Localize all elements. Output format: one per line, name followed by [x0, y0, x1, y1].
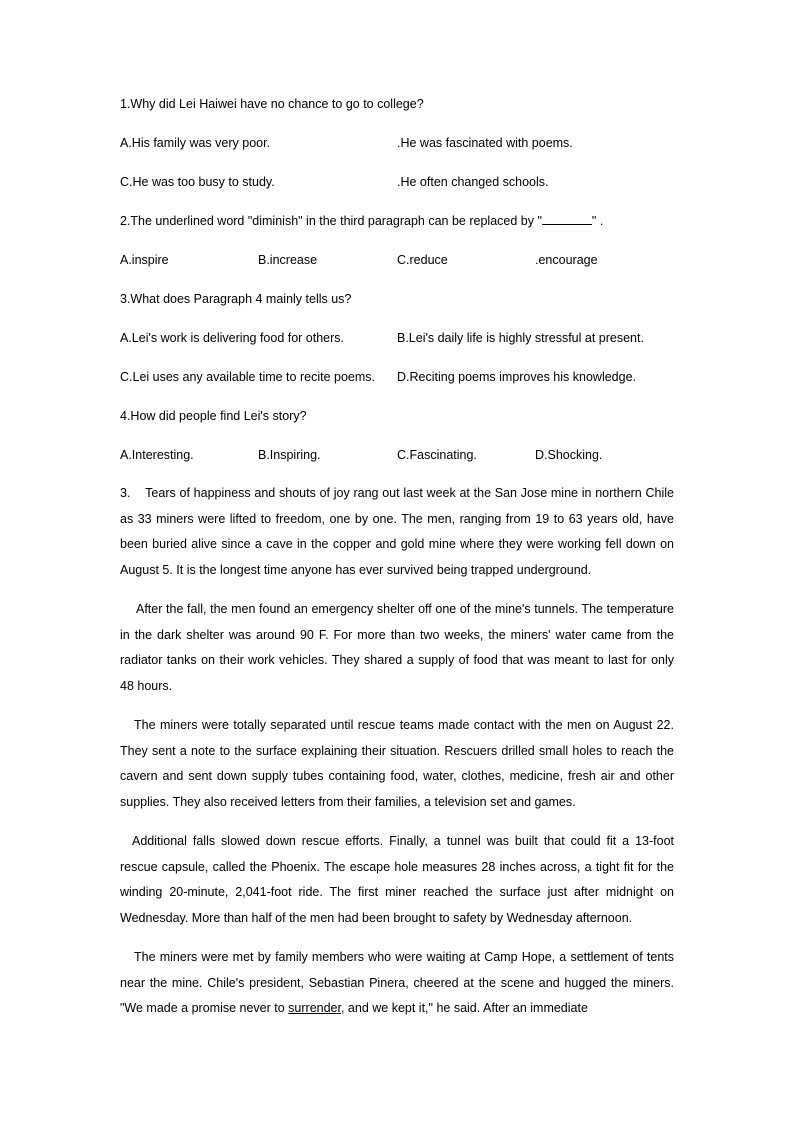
- paragraph-text-before: The miners were met by family members who were waiting at Camp Hope, a settlement of tents near the mine. Chile's president, Sebastian Pinera, cheered at the scene and hugged the miners. "We made a promise never to: [120, 950, 674, 1016]
- passage-paragraph-3: [120, 713, 674, 815]
- passage-paragraph-4: [120, 829, 674, 931]
- q1-option-b: .He was fascinated with poems.: [397, 136, 573, 150]
- paragraph-text: The miners were totally separated until rescue teams made contact with the men on August 22. They sent a note to the surface explaining their situation. Rescuers drilled small holes to reach the cavern and sent down supply tubes containing food, water, clothes, medicine, fresh air and other supplies. They also received letters from their families, a television set and games.: [120, 718, 674, 809]
- q1-option-a: A.His family was very poor.: [120, 136, 271, 150]
- q4-option-b: B.Inspiring.: [258, 448, 321, 462]
- q1-option-c: C.He was too busy to study.: [120, 175, 275, 189]
- paragraph-text: 3. Tears of happiness and shouts of joy rang out last week at the San Jose mine in northern Chile as 33 miners were lifted to freedom, one by one. The men, ranging from 19 to 63 years old, have been buried alive since a cave in the copper and gold mine where they were working fell down on August 5. It is the longest time anyone has ever survived being trapped underground.: [120, 486, 678, 577]
- q2-option-c: C.reduce: [397, 253, 448, 267]
- q4-option-a: A.Interesting.: [120, 448, 194, 462]
- question-1: 1.Why did Lei Haiwei have no chance to go to college?: [120, 97, 424, 111]
- q3-option-b: B.Lei's daily life is highly stressful at present.: [397, 331, 644, 345]
- question-3: 3.What does Paragraph 4 mainly tells us?: [120, 292, 352, 306]
- q4-option-d: D.Shocking.: [535, 448, 603, 462]
- q2-option-d: .encourage: [535, 253, 598, 267]
- answer-blank: [542, 224, 592, 225]
- question-2: [120, 213, 603, 229]
- q3-option-a: A.Lei's work is delivering food for others.: [120, 331, 345, 345]
- q2-text-before: 2.The underlined word "diminish" in the third paragraph can be replaced by ": [120, 214, 542, 228]
- passage-paragraph-5: [120, 945, 674, 1022]
- q3-option-c: C.Lei uses any available time to recite poems.: [120, 370, 375, 384]
- passage-paragraph-1: [120, 481, 678, 583]
- paragraph-text: Additional falls slowed down rescue efforts. Finally, a tunnel was built that could fit a 13-foot rescue capsule, called the Phoenix. The escape hole measures 28 inches across, a tight fit for the winding 20-minute, 2,041-foot ride. The first miner reached the surface just after midnight on Wednesday. More than half of the men had been brought to safety by Wednesday afternoon.: [120, 834, 674, 925]
- q4-option-c: C.Fascinating.: [397, 448, 477, 462]
- passage-paragraph-2: [120, 597, 674, 699]
- q3-option-d: D.Reciting poems improves his knowledge.: [397, 370, 636, 384]
- q1-option-d: .He often changed schools.: [397, 175, 549, 189]
- paragraph-text: After the fall, the men found an emergency shelter off one of the mine's tunnels. The temperature in the dark shelter was around 90 F. For more than two weeks, the miners' water came from the radiator tanks on their work vehicles. They shared a supply of food that was meant to last for only 48 hours.: [120, 602, 674, 693]
- q2-option-b: B.increase: [258, 253, 318, 267]
- underlined-word: surrender: [288, 1001, 341, 1016]
- paragraph-text: [120, 945, 674, 1022]
- paragraph-text-after: , and we kept it," he said. After an immediate: [340, 1001, 588, 1016]
- q2-text-after: " .: [591, 214, 604, 228]
- q2-option-a: A.inspire: [120, 253, 169, 267]
- question-4: 4.How did people find Lei's story?: [120, 409, 307, 423]
